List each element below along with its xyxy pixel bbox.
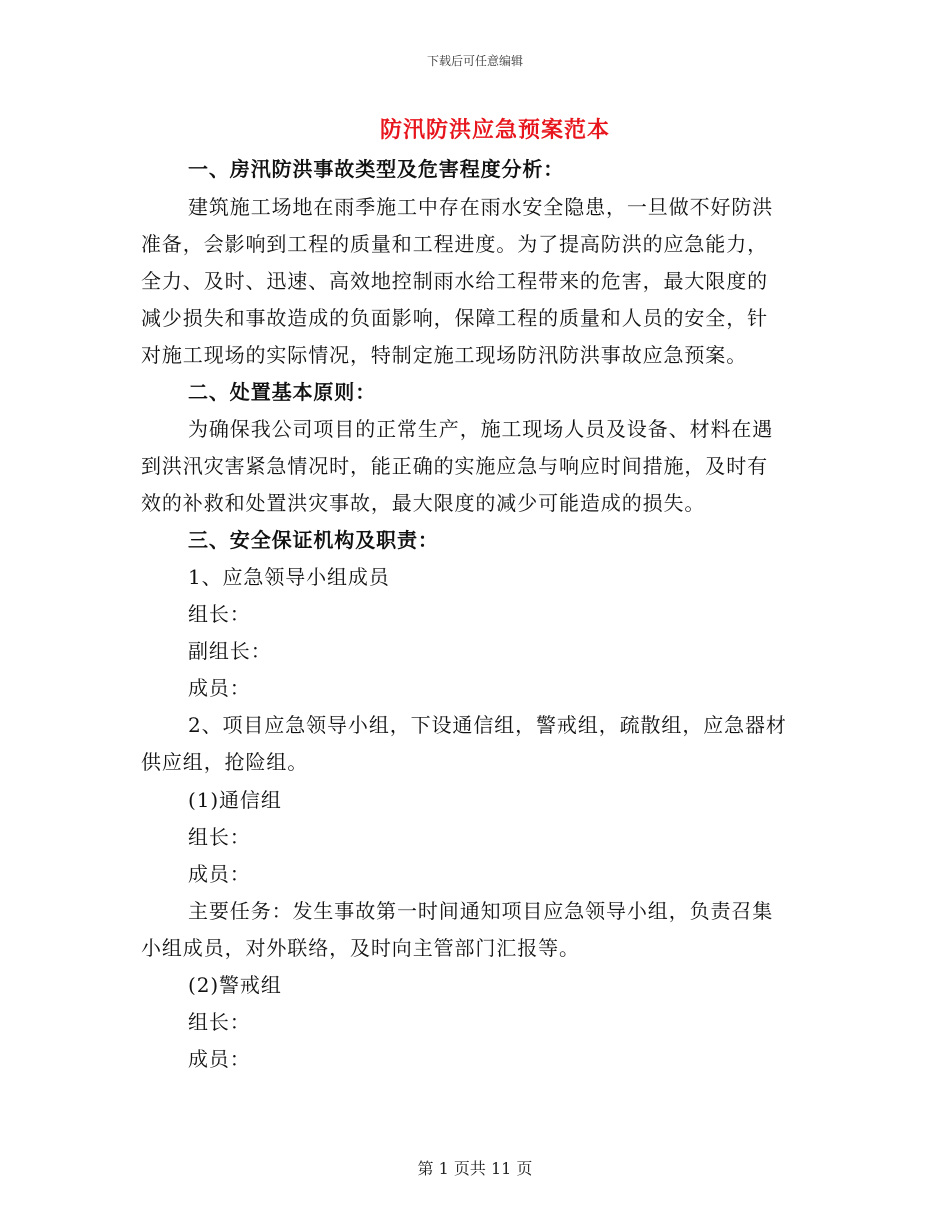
paragraph-line: 效的补救和处置洪灾事故，最大限度的减少可能造成的损失。 xyxy=(141,491,706,515)
section-heading-3: 三、安全保证机构及职责： xyxy=(188,528,439,552)
paragraph-line: 减少损失和事故造成的负面影响，保障工程的质量和人员的安全，针 xyxy=(141,306,768,330)
subsection-heading: (1)通信组 xyxy=(188,788,282,812)
list-item: 组长： xyxy=(188,602,251,626)
paragraph-line: 全力、及时、迅速、高效地控制雨水给工程带来的危害，最大限度的 xyxy=(141,269,768,293)
paragraph-line: 准备，会影响到工程的质量和工程进度。为了提高防洪的应急能力， xyxy=(141,232,768,256)
header-note: 下载后可任意编辑 xyxy=(426,54,523,68)
paragraph-line: 主要任务：发生事故第一时间通知项目应急领导小组，负责召集 xyxy=(188,899,774,923)
document-title: 防汛防洪应急预案范本 xyxy=(379,117,610,143)
paragraph-line: 建筑施工场地在雨季施工中存在雨水安全隐患，一旦做不好防洪 xyxy=(188,195,774,219)
list-item: 组长： xyxy=(188,1010,251,1034)
paragraph-line: 为确保我公司项目的正常生产，施工现场人员及设备、材料在遇 xyxy=(188,417,774,441)
subsection-heading: (2)警戒组 xyxy=(188,973,282,997)
section-heading-2: 二、处置基本原则： xyxy=(188,380,377,404)
list-item: 成员： xyxy=(188,862,251,886)
list-item: 成员： xyxy=(188,1047,251,1071)
list-item: 成员： xyxy=(188,676,251,700)
list-item: 组长： xyxy=(188,825,251,849)
list-item: 1、应急领导小组成员 xyxy=(188,565,390,589)
paragraph-line: 对施工现场的实际情况，特制定施工现场防汛防洪事故应急预案。 xyxy=(141,343,748,367)
paragraph-line: 到洪汛灾害紧急情况时，能正确的实施应急与响应时间措施，及时有 xyxy=(141,454,768,478)
section-heading-1: 一、房汛防洪事故类型及危害程度分析： xyxy=(188,157,565,181)
paragraph-line: 2、项目应急领导小组，下设通信组，警戒组，疏散组，应急器材 xyxy=(188,713,787,737)
page-footer: 第 1 页共 11 页 xyxy=(417,1159,533,1178)
paragraph-line: 供应组，抢险组。 xyxy=(141,750,309,774)
paragraph-line: 小组成员，对外联络，及时向主管部门汇报等。 xyxy=(141,936,580,960)
list-item: 副组长： xyxy=(188,639,272,663)
